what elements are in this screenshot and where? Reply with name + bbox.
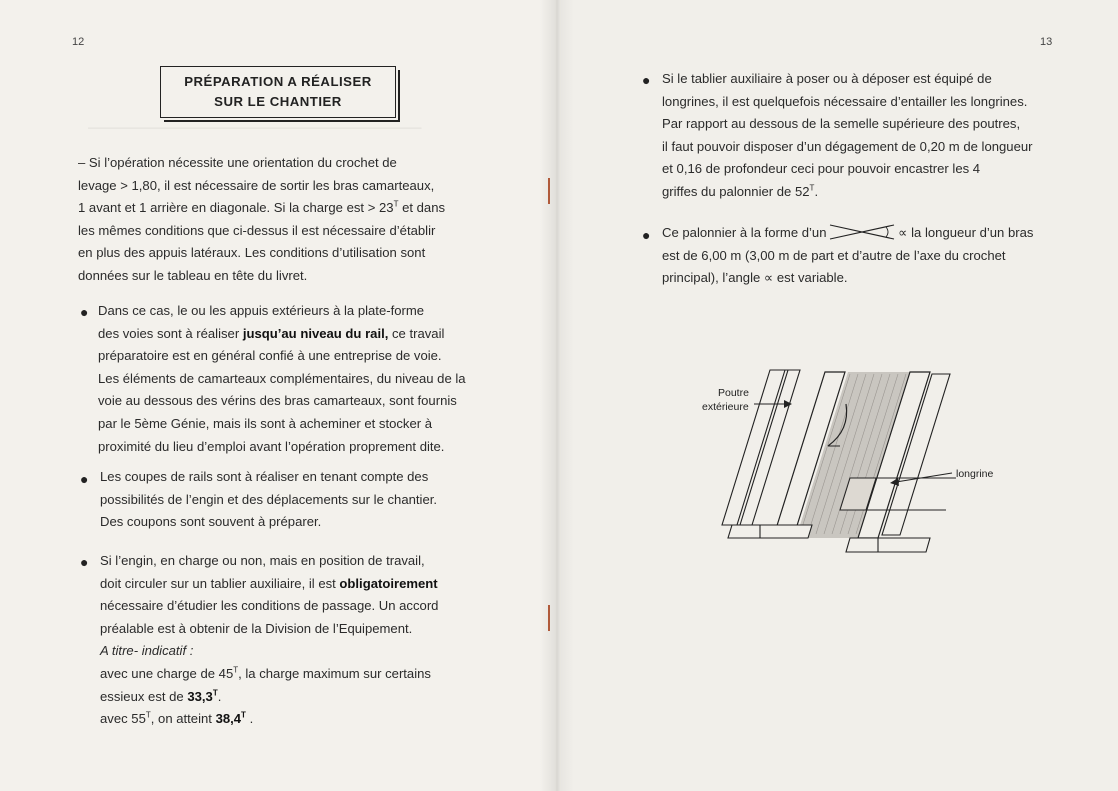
hatched-flange — [796, 372, 910, 538]
beam-longrine-figure — [700, 360, 1020, 560]
paragraph-palonnier: Ce palonnier à la forme d’un ∝ la longueur d’un bras est de 6,00 m (3,00 m de part et d’autre de l’axe du crochet principal), l’angle ∝ est variable. — [662, 222, 1056, 290]
bullet-dot: ● — [80, 471, 89, 487]
page-number-left: 12 — [72, 36, 85, 48]
page-number-right: 13 — [1040, 36, 1053, 48]
paragraph-appuis-exterieurs: Dans ce cas, le ou les appuis extérieurs à la plate-forme des voies sont à réaliser jusqu’au niveau du rail, ce travail préparatoire est en général confié à une entreprise de voie. Les éléments de camarteaux complémentaires, du niveau de la voie au dessous des vérins des bras camarteaux, sont fournis par le 5ème Génie, mais ils sont à acheminer et stocker à proximité du lieu d’emploi avant l’opération proprement dite. — [98, 303, 466, 454]
x-shape-icon — [828, 222, 900, 242]
binding-mark — [548, 178, 550, 204]
paragraph-longrines: Si le tablier auxiliaire à poser ou à déposer est équipé de longrines, il est quelquefois nécessaire d’entailler les longrines. Par rapport au dessous de la semelle supérieure des poutres, il faut pouvoir disposer d’un dégagement de 0,20 m de longueur et 0,16 de profondeur ceci pour pouvoir encastrer les 4 griffes du palonnier de $52^T$. — [662, 71, 1033, 199]
paragraph-orientation: – Si l’opération nécessite une orientation du crochet de levage > 1,80, il est nécessaire de sortir les bras camarteaux, 1 avant et 1 arrière en diagonale. Si la charge est > $23^T$ et dans les mêmes conditions que ci-dessus il est nécessaire d’établir en plus des appuis latéraux. Les conditions d’utilisation sont données sur le tableau en tête du livret. — [78, 155, 446, 283]
bullet-dot: ● — [80, 554, 89, 570]
figure-label-poutre-line2: extérieure — [702, 401, 749, 413]
paragraph-tablier-auxiliaire: Si l’engin, en charge ou non, mais en position de travail, doit circuler sur un tablier auxiliaire, il est obligatoirement nécessaire d’étudier les conditions de passage. Un accord préalable est à obtenir de la Division de l’Equipement. A titre- indicatif : avec une charge de $45^T$, la charge maximum sur certains essieux est de $33,3^T$. avec $55^T$, on atteint $38,4^T$ . — [100, 553, 439, 727]
bullet-dot: ● — [80, 304, 89, 320]
section-title-line2: SUR LE CHANTIER — [214, 94, 342, 109]
section-title-box — [160, 66, 396, 118]
figure-label-poutre-line1: Poutre — [718, 387, 749, 399]
paragraph-coupes-rails: Les coupes de rails sont à réaliser en tenant compte des possibilités de l’engin et des déplacements sur le chantier. Des coupons sont souvent à préparer. — [100, 469, 437, 530]
book-gutter — [540, 0, 574, 791]
binding-mark — [548, 605, 550, 631]
bullet-dot: ● — [642, 227, 651, 243]
figure-label-longrine: longrine — [956, 468, 994, 480]
bleed-through-decoration: ————————————————————————————— — [88, 122, 422, 134]
bullet-dot: ● — [642, 72, 651, 88]
section-title-line1: PRÉPARATION A RÉALISER — [184, 74, 372, 89]
